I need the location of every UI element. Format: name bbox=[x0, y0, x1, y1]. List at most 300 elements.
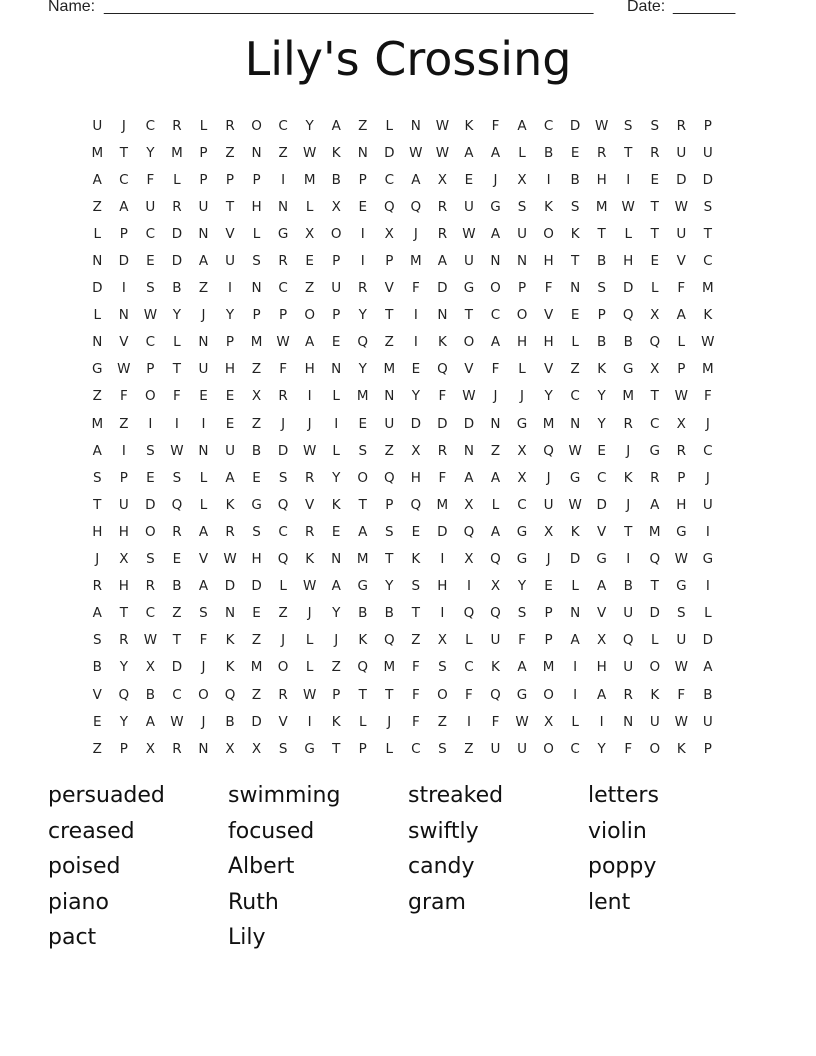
grid-letter: Q bbox=[277, 496, 289, 513]
grid-letter: D bbox=[437, 415, 448, 432]
grid-letter: S bbox=[517, 198, 527, 215]
grid-letter: N bbox=[490, 253, 501, 270]
grid-letter: X bbox=[251, 388, 262, 405]
grid-letter: P bbox=[358, 171, 367, 188]
grid-letter: X bbox=[251, 740, 262, 757]
grid-letter: K bbox=[623, 469, 633, 486]
grid-letter: F bbox=[279, 361, 287, 378]
grid-letter: G bbox=[516, 415, 528, 432]
grid-letter: W bbox=[302, 442, 317, 459]
grid-letter: C bbox=[384, 171, 394, 188]
grid-letter: U bbox=[198, 198, 209, 215]
grid-letter: P bbox=[252, 307, 261, 324]
grid-letter: E bbox=[544, 578, 553, 595]
grid-letter: L bbox=[332, 442, 340, 459]
grid-letter: B bbox=[251, 442, 262, 459]
grid-letter: F bbox=[624, 740, 633, 757]
grid-row bbox=[84, 546, 721, 573]
grid-letter: X bbox=[145, 659, 155, 676]
grid-letter: B bbox=[623, 578, 633, 595]
grid-letter: Z bbox=[251, 686, 262, 703]
grid-letter: X bbox=[517, 442, 527, 459]
grid-letter: E bbox=[411, 523, 421, 540]
grid-letter: N bbox=[92, 334, 103, 351]
grid-letter: R bbox=[172, 740, 182, 757]
grid-letter: I bbox=[201, 415, 206, 432]
grid-letter: U bbox=[517, 740, 527, 757]
grid-letter: N bbox=[490, 415, 501, 432]
grid-letter: R bbox=[676, 442, 686, 459]
grid-letter: P bbox=[358, 740, 367, 757]
grid-letter: I bbox=[360, 225, 365, 242]
grid-letter: F bbox=[173, 388, 181, 405]
grid-letter: Y bbox=[305, 117, 314, 134]
grid-letter: I bbox=[626, 551, 631, 568]
grid-letter: Q bbox=[383, 198, 395, 215]
word-list-item: streaked bbox=[408, 783, 504, 808]
word-list-item: pact bbox=[48, 925, 97, 951]
grid-letter: F bbox=[411, 659, 420, 676]
grid-letter: Y bbox=[332, 605, 341, 622]
grid-letter: B bbox=[623, 334, 633, 351]
grid-letter: O bbox=[516, 307, 528, 324]
grid-letter: H bbox=[251, 551, 262, 568]
grid-letter: V bbox=[597, 523, 607, 540]
grid-letter: B bbox=[543, 144, 554, 161]
grid-letter: O bbox=[543, 686, 554, 703]
grid-letter: Q bbox=[543, 442, 554, 459]
grid-letter: I bbox=[174, 415, 179, 432]
grid-letter: S bbox=[358, 442, 368, 459]
grid-letter: C bbox=[145, 605, 156, 622]
grid-letter: N bbox=[251, 280, 262, 297]
grid-letter: Z bbox=[570, 361, 580, 378]
grid-letter: A bbox=[650, 496, 660, 513]
grid-letter: K bbox=[411, 551, 421, 568]
grid-letter: X bbox=[331, 198, 341, 215]
grid-letter: Z bbox=[437, 713, 447, 730]
grid-letter: M bbox=[250, 659, 263, 676]
grid-letter: S bbox=[252, 253, 261, 270]
grid-row bbox=[84, 708, 721, 735]
grid-letter: P bbox=[597, 307, 606, 324]
grid-letter: J bbox=[520, 388, 525, 405]
grid-letter: L bbox=[199, 469, 208, 486]
grid-letter: P bbox=[544, 605, 553, 622]
grid-letter: X bbox=[145, 740, 155, 757]
grid-letter: J bbox=[705, 415, 710, 432]
grid-letter: U bbox=[490, 740, 501, 757]
grid-letter: I bbox=[281, 171, 286, 188]
grid-letter: R bbox=[623, 686, 633, 703]
grid-letter: X bbox=[490, 578, 501, 595]
grid-letter: G bbox=[277, 225, 289, 242]
grid-letter: M bbox=[410, 253, 422, 270]
grid-letter: M bbox=[91, 415, 104, 432]
grid-letter: P bbox=[703, 740, 712, 757]
grid-letter: C bbox=[145, 334, 156, 351]
grid-letter: A bbox=[517, 117, 527, 134]
grid-letter: C bbox=[145, 225, 156, 242]
grid-letter: E bbox=[252, 605, 261, 622]
grid-letter: Y bbox=[119, 659, 128, 676]
grid-letter: N bbox=[198, 225, 209, 242]
grid-letter: C bbox=[278, 280, 288, 297]
grid-letter: F bbox=[518, 632, 526, 649]
grid-letter: P bbox=[199, 171, 208, 188]
grid-letter: T bbox=[703, 225, 712, 242]
grid-letter: A bbox=[490, 144, 501, 161]
grid-letter: P bbox=[119, 469, 128, 486]
grid-letter: H bbox=[92, 523, 103, 540]
grid-letter: Y bbox=[332, 469, 341, 486]
grid-letter: A bbox=[597, 578, 607, 595]
grid-letter: W bbox=[223, 551, 237, 568]
grid-letter: H bbox=[304, 361, 315, 378]
grid-letter: U bbox=[543, 496, 554, 513]
grid-letter: G bbox=[357, 578, 368, 595]
grid-letter: T bbox=[119, 144, 128, 161]
grid-letter: E bbox=[225, 388, 235, 405]
grid-letter: F bbox=[411, 280, 420, 297]
word-list-item: swimming bbox=[228, 783, 341, 808]
grid-letter: Z bbox=[251, 361, 262, 378]
grid-letter: I bbox=[626, 171, 631, 188]
grid-letter: Q bbox=[224, 686, 236, 703]
grid-letter: W bbox=[302, 144, 317, 161]
grid-letter: U bbox=[92, 117, 103, 134]
grid-letter: N bbox=[570, 605, 581, 622]
grid-letter: D bbox=[437, 280, 448, 297]
grid-letter: E bbox=[650, 253, 660, 270]
grid-letter: J bbox=[201, 659, 206, 676]
grid-letter: J bbox=[705, 469, 710, 486]
grid-letter: J bbox=[95, 551, 100, 568]
grid-letter: X bbox=[305, 225, 315, 242]
grid-letter: J bbox=[201, 307, 206, 324]
grid-letter: U bbox=[517, 225, 527, 242]
grid-letter: X bbox=[464, 551, 474, 568]
grid-letter: T bbox=[332, 740, 341, 757]
grid-letter: R bbox=[437, 225, 448, 242]
grid-letter: B bbox=[331, 171, 341, 188]
word-list-item: violin bbox=[588, 818, 647, 844]
grid-letter: F bbox=[199, 632, 208, 649]
grid-letter: V bbox=[305, 496, 315, 513]
grid-letter: J bbox=[413, 225, 418, 242]
grid-letter: P bbox=[225, 171, 235, 188]
grid-letter: P bbox=[119, 740, 128, 757]
grid-letter: L bbox=[571, 334, 579, 351]
grid-letter: S bbox=[146, 551, 155, 568]
grid-letter: Z bbox=[92, 740, 102, 757]
grid-letter: R bbox=[623, 415, 633, 432]
grid-letter: S bbox=[411, 578, 421, 595]
grid-letter: W bbox=[435, 144, 450, 161]
grid-letter: T bbox=[172, 361, 182, 378]
grid-letter: E bbox=[305, 253, 314, 270]
grid-letter: U bbox=[676, 144, 687, 161]
grid-letter: D bbox=[623, 280, 634, 297]
grid-letter: S bbox=[92, 469, 102, 486]
grid-letter: R bbox=[119, 632, 129, 649]
letter-grid bbox=[84, 112, 721, 762]
grid-letter: Z bbox=[278, 605, 288, 622]
grid-letter: Q bbox=[463, 523, 475, 540]
grid-letter: M bbox=[648, 523, 661, 540]
grid-row bbox=[84, 735, 721, 762]
grid-letter: S bbox=[146, 442, 155, 459]
grid-letter: K bbox=[570, 523, 580, 540]
grid-letter: F bbox=[438, 388, 447, 405]
grid-letter: Z bbox=[384, 334, 394, 351]
grid-letter: J bbox=[201, 713, 206, 730]
grid-letter: W bbox=[621, 198, 635, 215]
grid-letter: S bbox=[172, 469, 182, 486]
grid-letter: K bbox=[331, 144, 341, 161]
grid-letter: V bbox=[92, 686, 102, 703]
grid-row bbox=[84, 220, 721, 247]
grid-letter: P bbox=[225, 334, 235, 351]
grid-letter: G bbox=[516, 523, 528, 540]
word-list-item: candy bbox=[408, 854, 475, 880]
grid-letter: Z bbox=[305, 280, 315, 297]
grid-letter: F bbox=[411, 713, 420, 730]
grid-letter: U bbox=[225, 253, 235, 270]
word-list-item: persuaded bbox=[48, 783, 165, 808]
grid-letter: W bbox=[143, 632, 158, 649]
grid-letter: R bbox=[278, 253, 288, 270]
grid-letter: O bbox=[463, 334, 475, 351]
grid-letter: E bbox=[331, 523, 341, 540]
grid-letter: I bbox=[360, 253, 365, 270]
grid-letter: Z bbox=[198, 280, 209, 297]
grid-letter: G bbox=[490, 198, 501, 215]
grid-letter: P bbox=[252, 171, 261, 188]
grid-letter: L bbox=[279, 578, 287, 595]
grid-letter: A bbox=[145, 713, 155, 730]
grid-letter: D bbox=[224, 578, 236, 595]
grid-letter: N bbox=[623, 713, 634, 730]
grid-letter: C bbox=[543, 117, 554, 134]
grid-letter: G bbox=[596, 551, 607, 568]
grid-letter: I bbox=[466, 713, 471, 730]
grid-letter: Y bbox=[119, 713, 128, 730]
grid-row bbox=[84, 600, 721, 627]
grid-letter: H bbox=[118, 523, 129, 540]
grid-letter: R bbox=[278, 388, 288, 405]
grid-row bbox=[84, 654, 721, 681]
grid-letter: K bbox=[650, 686, 660, 703]
grid-letter: G bbox=[92, 361, 103, 378]
grid-letter: X bbox=[464, 496, 474, 513]
grid-letter: E bbox=[597, 442, 606, 459]
grid-letter: S bbox=[650, 117, 660, 134]
grid-letter: Y bbox=[411, 388, 420, 405]
grid-letter: Y bbox=[358, 307, 367, 324]
grid-letter: Y bbox=[597, 388, 606, 405]
grid-letter: E bbox=[570, 144, 580, 161]
grid-letter: B bbox=[597, 334, 607, 351]
grid-letter: W bbox=[568, 442, 582, 459]
grid-letter: A bbox=[490, 225, 501, 242]
grid-row bbox=[84, 166, 721, 193]
grid-letter: Z bbox=[358, 117, 368, 134]
grid-letter: I bbox=[573, 659, 578, 676]
grid-letter: F bbox=[491, 117, 500, 134]
grid-row bbox=[84, 139, 721, 166]
grid-letter: A bbox=[703, 659, 713, 676]
grid-letter: A bbox=[517, 659, 527, 676]
grid-row bbox=[84, 302, 721, 329]
grid-letter: F bbox=[703, 388, 712, 405]
grid-letter: X bbox=[517, 469, 527, 486]
grid-letter: M bbox=[702, 280, 714, 297]
grid-letter: V bbox=[225, 225, 235, 242]
grid-letter: V bbox=[384, 280, 394, 297]
grid-row bbox=[84, 356, 721, 383]
grid-letter: X bbox=[225, 740, 235, 757]
grid-letter: G bbox=[676, 523, 687, 540]
grid-letter: U bbox=[118, 496, 129, 513]
grid-letter: W bbox=[674, 659, 688, 676]
grid-letter: E bbox=[464, 171, 474, 188]
grid-letter: U bbox=[463, 198, 474, 215]
grid-letter: W bbox=[117, 361, 131, 378]
grid-letter: D bbox=[463, 415, 475, 432]
grid-letter: A bbox=[331, 578, 341, 595]
grid-letter: T bbox=[93, 496, 102, 513]
grid-letter: G bbox=[622, 361, 634, 378]
grid-letter: P bbox=[517, 280, 527, 297]
grid-letter: I bbox=[599, 713, 604, 730]
grid-letter: Q bbox=[622, 632, 634, 649]
grid-letter: G bbox=[463, 280, 475, 297]
grid-letter: O bbox=[145, 523, 156, 540]
name-line: _______________________________________________________ bbox=[104, 0, 594, 15]
grid-letter: E bbox=[93, 713, 102, 730]
grid-letter: U bbox=[623, 605, 634, 622]
grid-letter: W bbox=[701, 334, 715, 351]
grid-letter: O bbox=[330, 225, 342, 242]
grid-letter: F bbox=[544, 280, 553, 297]
grid-letter: I bbox=[440, 551, 445, 568]
grid-letter: N bbox=[251, 144, 262, 161]
grid-letter: Y bbox=[597, 740, 606, 757]
grid-letter: E bbox=[172, 551, 182, 568]
grid-letter: L bbox=[491, 496, 500, 513]
grid-letter: P bbox=[703, 117, 712, 134]
grid-letter: H bbox=[623, 253, 634, 270]
grid-letter: T bbox=[358, 686, 367, 703]
grid-letter: N bbox=[516, 253, 528, 270]
grid-letter: H bbox=[516, 334, 528, 351]
grid-letter: Y bbox=[597, 415, 606, 432]
grid-letter: D bbox=[596, 496, 607, 513]
grid-letter: T bbox=[650, 578, 659, 595]
grid-letter: I bbox=[307, 713, 312, 730]
grid-letter: X bbox=[517, 171, 527, 188]
grid-letter: A bbox=[490, 469, 501, 486]
grid-letter: A bbox=[411, 171, 421, 188]
grid-letter: K bbox=[597, 361, 607, 378]
grid-letter: R bbox=[145, 578, 156, 595]
grid-letter: N bbox=[570, 415, 581, 432]
grid-letter: Q bbox=[410, 496, 422, 513]
grid-letter: C bbox=[119, 171, 129, 188]
grid-letter: X bbox=[543, 713, 554, 730]
grid-letter: R bbox=[172, 198, 182, 215]
grid-letter: Q bbox=[622, 307, 634, 324]
grid-letter: R bbox=[358, 280, 368, 297]
grid-letter: L bbox=[677, 334, 686, 351]
grid-letter: S bbox=[438, 659, 447, 676]
grid-letter: L bbox=[305, 632, 314, 649]
grid-letter: J bbox=[626, 496, 631, 513]
grid-letter: H bbox=[596, 171, 607, 188]
grid-letter: D bbox=[569, 117, 581, 134]
grid-letter: B bbox=[225, 713, 235, 730]
word-list-item: Ruth bbox=[228, 889, 279, 915]
grid-letter: S bbox=[570, 198, 580, 215]
grid-letter: U bbox=[384, 415, 395, 432]
grid-letter: B bbox=[703, 686, 713, 703]
grid-letter: V bbox=[464, 361, 474, 378]
grid-letter: C bbox=[570, 740, 580, 757]
grid-letter: K bbox=[676, 740, 686, 757]
grid-letter: K bbox=[331, 496, 341, 513]
grid-letter: Y bbox=[385, 578, 394, 595]
grid-letter: W bbox=[170, 713, 184, 730]
grid-letter: M bbox=[383, 361, 396, 378]
grid-letter: E bbox=[225, 415, 235, 432]
grid-letter: A bbox=[676, 307, 686, 324]
grid-letter: Q bbox=[357, 659, 369, 676]
grid-letter: B bbox=[172, 578, 182, 595]
grid-letter: Q bbox=[490, 605, 501, 622]
grid-letter: N bbox=[463, 442, 474, 459]
grid-letter: B bbox=[597, 253, 607, 270]
grid-letter: Y bbox=[544, 388, 553, 405]
grid-letter: E bbox=[358, 198, 367, 215]
grid-letter: N bbox=[570, 280, 581, 297]
grid-letter: T bbox=[385, 551, 394, 568]
grid-letter: K bbox=[570, 225, 580, 242]
grid-letter: Z bbox=[92, 388, 102, 405]
grid-letter: K bbox=[358, 632, 368, 649]
grid-letter: G bbox=[702, 551, 714, 568]
grid-letter: P bbox=[544, 632, 553, 649]
grid-letter: V bbox=[198, 551, 209, 568]
grid-letter: N bbox=[118, 307, 129, 324]
grid-letter: N bbox=[331, 551, 342, 568]
grid-letter: M bbox=[250, 334, 263, 351]
grid-letter: E bbox=[411, 361, 421, 378]
grid-letter: A bbox=[305, 334, 315, 351]
grid-letter: L bbox=[93, 225, 102, 242]
word-list-item: lent bbox=[588, 889, 631, 915]
grid-letter: T bbox=[650, 225, 659, 242]
grid-letter: M bbox=[542, 415, 555, 432]
grid-row bbox=[84, 275, 721, 302]
grid-letter: P bbox=[385, 496, 394, 513]
grid-letter: T bbox=[624, 523, 633, 540]
grid-letter: Z bbox=[92, 198, 102, 215]
grid-letter: W bbox=[302, 578, 317, 595]
grid-letter: I bbox=[573, 686, 578, 703]
grid-letter: R bbox=[596, 144, 607, 161]
grid-letter: A bbox=[198, 253, 209, 270]
